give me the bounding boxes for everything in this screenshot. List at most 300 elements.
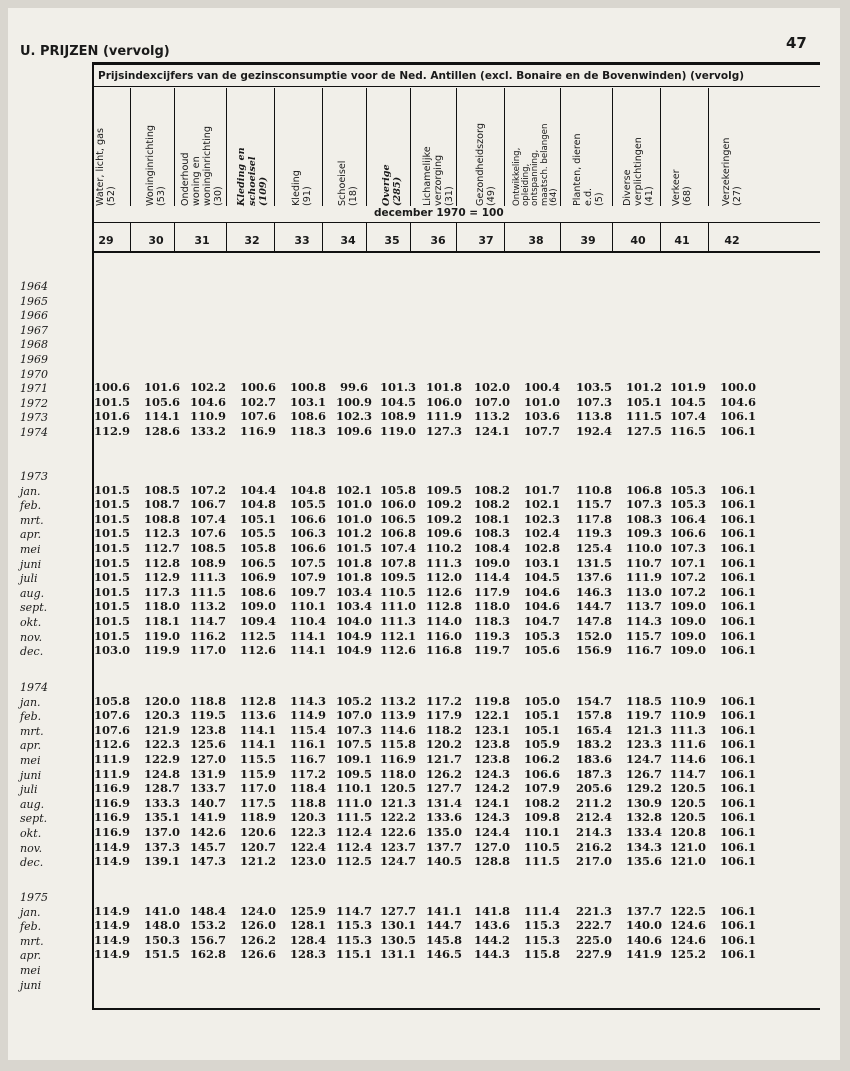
table-cell: 106.1 (719, 752, 756, 766)
column-rule (130, 88, 131, 206)
table-cell: 137.0 (143, 825, 180, 839)
table-cell: 104.6 (189, 394, 226, 409)
table-cell: 114.7 (669, 766, 706, 781)
top-rule (92, 62, 820, 65)
table-cell: 119.3 (575, 526, 612, 541)
table-cell: 141.9 (625, 947, 662, 962)
table-cell: 124.8 (143, 766, 180, 781)
table-cell: 111.3 (189, 570, 226, 585)
table-cell: 133.6 (425, 810, 462, 825)
column-header-line: Onderhoud (180, 152, 191, 206)
table-cell: 124.7 (379, 854, 416, 869)
table-cell: 126.2 (425, 766, 462, 781)
table-cell: 116.9 (239, 424, 276, 438)
table-cell: 126.7 (625, 766, 662, 781)
table-cell: 126.6 (239, 947, 276, 962)
table-cell: 110.1 (523, 825, 560, 839)
column-rule (504, 88, 505, 206)
table-cell: 104.5 (379, 394, 416, 409)
column-rule (456, 88, 457, 206)
column-rule (130, 223, 131, 251)
column-header-38 (514, 90, 558, 206)
table-cell: 104.4 (239, 482, 276, 497)
table-cell: 101.5 (93, 614, 130, 628)
column-header-line: (27) (732, 186, 743, 206)
table-cell: 105.2 (335, 693, 372, 708)
column-number: 37 (478, 234, 494, 247)
row-label: apr. (20, 949, 42, 963)
table-cell: 120.3 (289, 810, 326, 825)
table-cell: 115.3 (523, 932, 560, 947)
table-cell: 101.8 (335, 555, 372, 570)
table-cell: 101.6 (93, 409, 130, 424)
row-label: juni (20, 557, 42, 571)
table-cell: 101.6 (143, 380, 180, 395)
table-cell: 162.8 (189, 947, 226, 962)
table-cell: 116.5 (669, 424, 706, 438)
table-cell: 121.3 (379, 795, 416, 810)
table-cell: 109.2 (425, 511, 462, 526)
table-cell: 115.3 (335, 918, 372, 933)
table-cell: 107.6 (93, 708, 130, 723)
table-cell: 105.8 (379, 482, 416, 497)
table-cell: 205.6 (575, 781, 612, 796)
table-cell: 101.5 (93, 555, 130, 570)
table-cell: 107.3 (335, 722, 372, 737)
row-label: okt. (20, 827, 42, 840)
column-header-41 (660, 90, 704, 206)
table-cell: 102.3 (523, 511, 560, 526)
table-cell: 127.5 (625, 424, 662, 438)
column-number: 41 (674, 234, 690, 247)
table-cell: 114.9 (93, 918, 130, 933)
table-cell: 121.0 (669, 854, 706, 869)
table-cell: 112.9 (93, 424, 130, 438)
table-cell: 124.6 (669, 918, 706, 933)
table-cell: 106.1 (719, 482, 756, 497)
table-cell: 113.2 (473, 409, 510, 424)
table-cell: 115.4 (289, 722, 326, 737)
table-cell: 100.6 (93, 380, 130, 395)
table-cell: 118.3 (289, 424, 326, 438)
table-title: Prijsindexcijfers van de gezinsconsumptie voor de Ned. Antillen (excl. Bonaire en de Bovenwinden) (vervolg) (98, 70, 745, 82)
column-rule (660, 223, 661, 251)
table-cell: 140.6 (625, 932, 662, 947)
table-cell: 222.7 (575, 918, 612, 933)
table-cell: 106.4 (669, 511, 706, 526)
table-cell: 119.7 (473, 643, 510, 658)
table-cell: 123.8 (473, 737, 510, 752)
table-cell: 106.6 (289, 541, 326, 555)
table-cell: 123.8 (473, 752, 510, 766)
column-header-line: (18) (348, 186, 359, 206)
table-cell: 115.3 (523, 918, 560, 933)
table-cell: 124.1 (473, 795, 510, 810)
table-cell: 112.8 (239, 693, 276, 708)
table-cell: 119.5 (189, 708, 226, 723)
table-cell: 102.1 (523, 497, 560, 512)
column-header-39 (566, 90, 610, 206)
table-cell: 102.7 (239, 394, 276, 409)
table-cell: 122.3 (289, 825, 326, 839)
table-cell: 114.1 (289, 643, 326, 658)
table-cell: 131.1 (379, 947, 416, 962)
row-label: nov. (20, 841, 43, 855)
table-cell: 114.9 (93, 854, 130, 869)
table-cell: 106.6 (669, 526, 706, 541)
table-cell: 109.0 (669, 614, 706, 628)
table-cell: 113.9 (379, 708, 416, 723)
table-cell: 156.9 (575, 643, 612, 658)
table-cell: 110.9 (669, 693, 706, 708)
table-cell: 116.7 (289, 752, 326, 766)
table-cell: 101.0 (335, 511, 372, 526)
table-cell: 214.3 (575, 825, 612, 839)
table-cell: 107.0 (335, 708, 372, 723)
table-cell: 106.1 (719, 932, 756, 947)
table-cell: 108.2 (523, 795, 560, 810)
table-cell: 112.6 (379, 643, 416, 658)
table-cell: 227.9 (575, 947, 612, 962)
table-cell: 146.5 (425, 947, 462, 962)
table-cell: 101.5 (93, 511, 130, 526)
row-label: mrt. (20, 724, 44, 738)
column-rule (560, 223, 561, 251)
table-cell: 108.4 (473, 541, 510, 555)
table-cell: 127.0 (189, 752, 226, 766)
table-cell: 123.3 (625, 737, 662, 752)
table-cell: 107.4 (379, 541, 416, 555)
table-cell: 115.3 (335, 932, 372, 947)
table-cell: 108.2 (473, 497, 510, 512)
table-cell: 112.9 (143, 570, 180, 585)
column-rule (366, 223, 367, 251)
row-label: okt. (20, 616, 42, 629)
table-cell: 111.3 (425, 555, 462, 570)
table-cell: 106.1 (719, 526, 756, 541)
column-number: 32 (244, 234, 260, 247)
table-cell: 111.0 (379, 599, 416, 614)
table-cell: 101.7 (523, 482, 560, 497)
table-cell: 108.3 (473, 526, 510, 541)
table-cell: 137.7 (425, 839, 462, 854)
table-cell: 107.3 (625, 497, 662, 512)
table-cell: 107.0 (473, 394, 510, 409)
table-cell: 121.3 (625, 722, 662, 737)
table-cell: 119.9 (143, 643, 180, 658)
table-cell: 225.0 (575, 932, 612, 947)
table-cell: 121.0 (669, 839, 706, 854)
table-cell: 101.5 (93, 482, 130, 497)
table-cell: 118.2 (425, 722, 462, 737)
row-label: aug. (20, 586, 45, 600)
column-header-30 (134, 90, 178, 206)
table-cell: 106.2 (523, 752, 560, 766)
table-cell: 105.1 (239, 511, 276, 526)
table-cell: 117.0 (239, 781, 276, 796)
table-cell: 110.5 (523, 839, 560, 854)
table-cell: 103.1 (289, 394, 326, 409)
table-cell: 113.7 (625, 599, 662, 614)
table-cell: 115.7 (575, 497, 612, 512)
row-label: 1968 (20, 338, 48, 352)
column-header-42 (710, 90, 754, 206)
column-header-line: Kleding en (235, 147, 247, 206)
table-cell: 112.6 (425, 584, 462, 599)
table-cell: 112.8 (425, 599, 462, 614)
row-label: feb. (20, 710, 42, 724)
table-cell: 124.1 (473, 424, 510, 438)
table-cell: 104.5 (669, 394, 706, 409)
table-cell: 111.5 (625, 409, 662, 424)
table-cell: 105.3 (523, 628, 560, 643)
table-cell: 101.5 (93, 570, 130, 585)
row-label: feb. (20, 499, 42, 513)
table-cell: 142.6 (189, 825, 226, 839)
table-cell: 141.0 (143, 903, 180, 918)
table-cell: 132.8 (625, 810, 662, 825)
table-cell: 106.1 (719, 541, 756, 555)
table-cell: 114.9 (289, 708, 326, 723)
table-cell: 102.1 (335, 482, 372, 497)
table-cell: 102.0 (473, 380, 510, 395)
table-cell: 118.0 (473, 599, 510, 614)
table-cell: 100.4 (523, 380, 560, 395)
table-cell: 111.0 (335, 795, 372, 810)
table-cell: 117.9 (473, 584, 510, 599)
table-cell: 106.1 (719, 614, 756, 628)
table-cell: 124.0 (239, 903, 276, 918)
table-cell: 109.7 (289, 584, 326, 599)
column-header-line: Verzekeringen (721, 137, 732, 206)
table-cell: 130.1 (379, 918, 416, 933)
table-cell: 108.9 (379, 409, 416, 424)
column-rule (366, 88, 367, 206)
table-cell: 117.5 (239, 795, 276, 810)
table-cell: 111.6 (669, 737, 706, 752)
table-cell: 125.2 (669, 947, 706, 962)
column-header-29 (84, 90, 128, 206)
table-cell: 101.5 (93, 628, 130, 643)
table-cell: 122.1 (473, 708, 510, 723)
table-cell: 110.5 (379, 584, 416, 599)
table-cell: 108.9 (189, 555, 226, 570)
column-rule (226, 88, 227, 206)
table-cell: 107.6 (93, 722, 130, 737)
table-cell: 106.1 (719, 737, 756, 752)
table-cell: 101.5 (93, 541, 130, 555)
table-cell: 106.5 (239, 555, 276, 570)
header-bottom-rule (92, 251, 820, 253)
table-cell: 107.9 (289, 570, 326, 585)
table-cell: 106.1 (719, 599, 756, 614)
table-cell: 105.8 (93, 693, 130, 708)
table-cell: 110.1 (335, 781, 372, 796)
table-cell: 221.3 (575, 903, 612, 918)
table-cell: 107.4 (669, 409, 706, 424)
table-cell: 105.8 (239, 541, 276, 555)
table-cell: 106.8 (379, 526, 416, 541)
table-cell: 106.1 (719, 409, 756, 424)
column-header-line: (64) (548, 188, 559, 206)
row-label: 1973 (20, 470, 48, 483)
table-cell: 145.8 (425, 932, 462, 947)
table-cell: 101.8 (335, 570, 372, 585)
table-cell: 120.5 (669, 781, 706, 796)
table-cell: 106.5 (379, 511, 416, 526)
table-cell: 109.0 (669, 628, 706, 643)
table-cell: 116.9 (93, 825, 130, 839)
title-rule (92, 86, 820, 87)
table-cell: 211.2 (575, 795, 612, 810)
table-cell: 107.2 (669, 570, 706, 585)
column-header-line: Overige (381, 164, 392, 206)
table-cell: 107.4 (189, 511, 226, 526)
base-label: december 1970 = 100 (374, 207, 504, 219)
table-cell: 106.1 (719, 766, 756, 781)
table-cell: 101.9 (669, 380, 706, 395)
table-cell: 115.9 (239, 766, 276, 781)
column-header-line: (5) (593, 192, 605, 206)
row-label: 1969 (20, 353, 48, 366)
column-header-line: e.d. (582, 187, 594, 206)
column-number: 36 (430, 234, 446, 247)
table-cell: 133.3 (143, 795, 180, 810)
table-cell: 113.2 (189, 599, 226, 614)
table-cell: 165.4 (575, 722, 612, 737)
table-cell: 108.2 (473, 482, 510, 497)
row-label: nov. (20, 630, 43, 644)
table-cell: 107.3 (669, 541, 706, 555)
table-cell: 134.3 (625, 839, 662, 854)
table-cell: 106.1 (719, 708, 756, 723)
table-cell: 120.2 (425, 737, 462, 752)
table-cell: 123.0 (289, 854, 326, 869)
row-label: sept. (20, 812, 48, 826)
table-cell: 106.1 (719, 497, 756, 512)
row-label: 1974 (20, 681, 48, 694)
table-cell: 102.4 (523, 526, 560, 541)
table-cell: 144.3 (473, 947, 510, 962)
table-cell: 116.8 (425, 643, 462, 658)
table-cell: 105.1 (523, 708, 560, 723)
column-rule (174, 223, 175, 251)
column-header-line: Lichamelijke (421, 146, 433, 206)
row-label: jan. (20, 484, 41, 498)
table-cell: 101.3 (379, 380, 416, 395)
table-cell: 109.0 (473, 555, 510, 570)
column-header-line: Woninginrichting (145, 124, 156, 206)
table-cell: 111.5 (523, 854, 560, 869)
table-cell: 114.9 (93, 903, 130, 918)
table-cell: 135.1 (143, 810, 180, 825)
column-header-line: verplichtingen (632, 137, 644, 206)
row-label: jan. (20, 905, 41, 919)
table-cell: 113.6 (239, 708, 276, 723)
column-rule (708, 223, 709, 251)
table-cell: 106.1 (719, 628, 756, 643)
column-header-40 (616, 90, 660, 206)
table-cell: 105.5 (239, 526, 276, 541)
table-cell: 114.3 (625, 614, 662, 628)
table-cell: 121.7 (425, 752, 462, 766)
table-cell: 102.2 (189, 380, 226, 395)
table-cell: 117.8 (575, 511, 612, 526)
table-cell: 120.6 (239, 825, 276, 839)
table-cell: 112.1 (379, 628, 416, 643)
column-header-line: Planten, dieren (571, 133, 583, 206)
table-cell: 112.4 (335, 839, 372, 854)
row-label: 1975 (20, 891, 48, 904)
table-cell: 112.7 (143, 541, 180, 555)
table-cell: 104.9 (335, 643, 372, 658)
table-cell: 122.2 (379, 810, 416, 825)
table-cell: 103.1 (523, 555, 560, 570)
row-label: dec. (20, 645, 44, 659)
table-cell: 113.0 (625, 584, 662, 599)
table-cell: 183.2 (575, 737, 612, 752)
table-cell: 106.1 (719, 825, 756, 839)
document-page (8, 8, 840, 1060)
table-cell: 130.5 (379, 932, 416, 947)
table-cell: 114.9 (93, 932, 130, 947)
table-cell: 114.1 (239, 722, 276, 737)
table-cell: 151.5 (143, 947, 180, 962)
table-cell: 106.1 (719, 854, 756, 869)
column-header-line: (52) (106, 186, 117, 206)
table-cell: 106.0 (425, 394, 462, 409)
table-cell: 110.2 (425, 541, 462, 555)
table-cell: 123.7 (379, 839, 416, 854)
table-cell: 113.8 (575, 409, 612, 424)
column-rule (322, 88, 323, 206)
table-cell: 141.9 (189, 810, 226, 825)
table-cell: 141.8 (473, 903, 510, 918)
table-cell: 107.1 (669, 555, 706, 570)
row-label: juni (20, 978, 42, 992)
table-cell: 106.6 (289, 511, 326, 526)
table-cell: 120.5 (669, 810, 706, 825)
table-cell: 119.0 (379, 424, 416, 438)
table-cell: 147.3 (189, 854, 226, 869)
column-number: 31 (194, 234, 210, 247)
table-cell: 112.5 (335, 854, 372, 869)
table-cell: 107.9 (523, 781, 560, 796)
table-cell: 124.3 (473, 766, 510, 781)
table-cell: 112.3 (143, 526, 180, 541)
table-cell: 111.9 (425, 409, 462, 424)
table-cell: 122.3 (143, 737, 180, 752)
table-cell: 119.3 (473, 628, 510, 643)
table-cell: 102.3 (335, 409, 372, 424)
column-rule (456, 223, 457, 251)
column-header-line: Gezondheidszorg (475, 123, 486, 206)
column-rule (560, 88, 561, 206)
table-cell: 109.2 (425, 497, 462, 512)
table-cell: 128.4 (289, 932, 326, 947)
table-cell: 113.2 (379, 693, 416, 708)
table-cell: 106.7 (189, 497, 226, 512)
table-cell: 120.5 (379, 781, 416, 796)
table-cell: 119.7 (625, 708, 662, 723)
column-header-line: (91) (302, 186, 313, 206)
table-cell: 103.6 (523, 409, 560, 424)
table-cell: 105.6 (143, 394, 180, 409)
column-header-line: Water, licht, gas (95, 128, 106, 206)
row-label: 1971 (20, 382, 48, 396)
table-cell: 116.7 (625, 643, 662, 658)
table-cell: 133.2 (189, 424, 226, 438)
